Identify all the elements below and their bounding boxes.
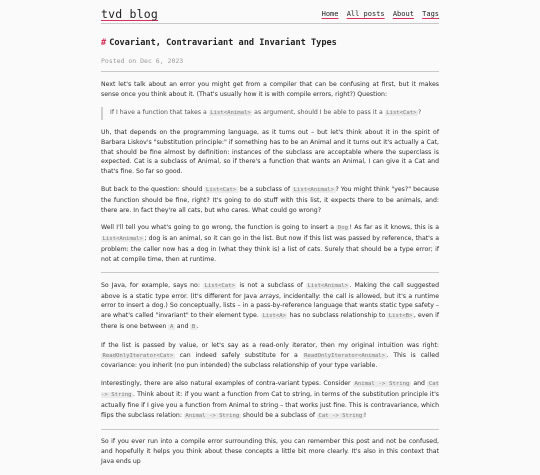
text-run: . [196,323,199,331]
text-run: , even if there is one between [101,312,439,331]
inline-code: Dog [337,224,348,231]
inline-code: List<Animal> [210,110,251,117]
nav-tags-link[interactable]: Tags [422,10,439,18]
inline-code: B [191,324,196,331]
section-divider [101,272,439,273]
text-run: be a subclass of [237,185,293,193]
header-divider [101,23,439,24]
emphasis-text: arrays [259,292,279,300]
text-run: . Making the call suggested above is a static type error. (It's different for Java [101,281,439,300]
inline-code: List<Cat> [204,282,235,289]
text-run: Well I'll tell you what's going to go wrong, the function is going to insert a [101,223,337,231]
inline-code: Cat -> String [101,380,440,398]
text-run: But back to the question: should [101,185,205,193]
inline-code: A [169,324,174,331]
post-title [101,38,337,48]
quote-text: If I have a function that takes a [110,109,209,117]
text-run: ! [363,411,367,419]
inline-code: Cat -> String [318,412,363,419]
question-quote [101,107,439,120]
text-run: can indeed safely substitute for a [174,351,303,359]
inline-code: List<Cat> [205,186,237,193]
paragraph-intro: Next let's talk about an error you might get from a compiler that can be confusing at first, but it makes sense once you think about it. (That's usually how it is with compile errors, right?) Question: [101,81,439,98]
site-logo-link[interactable]: tvd blog [101,7,158,21]
paragraph-dog [101,223,439,265]
inline-code: ReadOnlyIterator<Animal> [304,352,385,359]
text-run: and [410,379,428,387]
text-run: If the list is passed by value, or let's say as a read-only iterator, then my original intuition was right: [101,341,439,349]
title-divider [101,71,439,72]
text-run: is not a subclass of [236,281,307,289]
site-header [101,0,439,30]
title-hash-mark: # [101,38,107,48]
post-title-text: Covariant, Contravariant and Invariant Types [109,38,337,48]
inline-code: ReadOnlyIterator<Cat> [102,352,174,359]
paragraph-back-to-question [101,185,439,216]
paragraph-closing: So if you ever run into a compile error surrounding this, you can remember this post and not be confused, and hopefully it helps you think about these concepts a little bit more clearly. It's also in this context that Java ends up [101,438,439,466]
inline-code: List<Cat> [386,110,417,117]
top-nav [318,10,439,18]
post-date: Posted on Dec 6, 2023 [101,57,184,65]
text-run: Interestingly, there are also natural examples of contra-variant types. Consider [101,379,354,387]
inline-code: Animal -> String [185,412,240,419]
nav-all-posts-link[interactable]: All posts [346,10,385,18]
paragraph-contravariance [101,379,439,422]
section-divider [101,429,439,430]
text-run: . Think about it: if you want a function from Cat to string, in terms of the substitution principle it's actually fine if I give you a function from Animal to string – that works just fine. This is contravariance, which flips the subclass relation: [101,390,439,419]
text-run: and [174,323,191,331]
inline-code: List<Animal> [293,186,335,193]
paragraph-liskov: Uh, that depends on the programming language, as it turns out – but let's think about it in the spirit of Barbara Liskov's "substitution principle:" if something has to be an Animal and it turns out it's actually a Cat, that should be fine almost by definition: instances of the subclass are acceptable where the superclass is expected. Cat is a subclass of Animal, so if there's a function that wants an Animal, I can give it a Cat and that's fine. So far so good. [101,128,439,176]
inline-code: List<A> [262,313,286,320]
paragraph-java [101,281,439,334]
page [101,0,440,466]
text-run: should be a subclass of [240,411,318,419]
quote-text: ? [418,109,422,117]
paragraph-covariance [101,341,439,372]
text-run: . This is called covariance: you inherit (no pun intended) the subclass relationship of your type variable. [101,351,439,370]
inline-code: List<Animal> [307,282,348,289]
text-run: ! As far as it knows, this is a [349,223,439,231]
inline-code: Animal -> String [354,380,410,387]
inline-code: List<Animal> [102,235,143,242]
quote-text: as argument, should I be able to pass it a [252,109,385,117]
text-run: , incidentally: the call is allowed, but it's a runtime error to insert a dog.) So conceptually, lists – in a pass-by-reference language that wants static type safety – are what's called "invariant" to their element type. [101,292,439,320]
text-run: has no subclass relationship to [287,312,388,320]
post-body [101,80,439,475]
text-run: So Java, for example, says no: [101,281,204,289]
inline-code: List<B> [388,313,413,320]
text-run: ? You might think "yes?" because the function should be fine, right? It's going to do stuff with this list, it expects there to be animals, and: there are. In fact they're all cats, but who cares. What could go wrong? [101,185,439,214]
nav-about-link[interactable]: About [392,10,414,18]
nav-home-link[interactable]: Home [321,10,339,18]
text-run: ; dog is an animal, so it can go in the list. But now if this list was passed by reference, that's a problem: the caller now has a dog in (what they think is) a list of cats. Surely that should be a type error; if not at compile time, then at runtime. [101,234,439,263]
